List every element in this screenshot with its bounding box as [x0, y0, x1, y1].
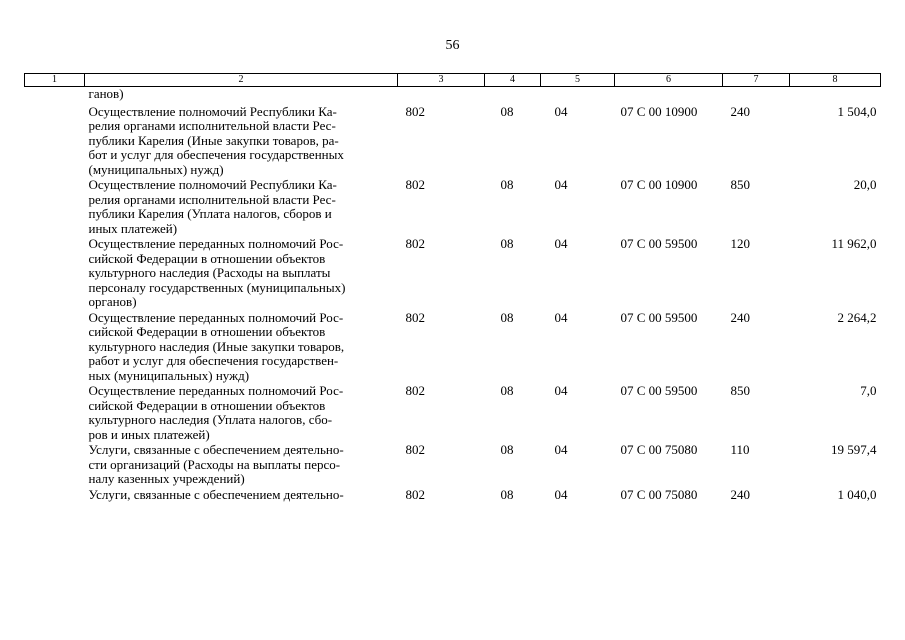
row-section-code: 08 — [500, 383, 514, 398]
continuation-text: ганов) — [88, 86, 124, 101]
row-target-code: 07 С 00 59500 — [620, 383, 698, 398]
row-expense-type: 850 — [730, 177, 750, 192]
description-line: Осуществление переданных полномочий Рос- — [88, 383, 344, 398]
row-subsection-code: 04 — [554, 486, 568, 502]
column-number-header: 1 — [25, 74, 85, 87]
column-number-header: 5 — [541, 74, 615, 87]
row-description — [85, 236, 398, 310]
row-subsection-code: 04 — [554, 177, 568, 192]
row-amount: 7,0 — [860, 383, 877, 398]
row-expense-type: 240 — [730, 103, 750, 119]
row-admin-code: 802 — [405, 486, 425, 502]
description-line: Услуги, связанные с обеспечением деятельно- — [88, 486, 344, 502]
description-line: (муниципальных) нужд) — [88, 161, 224, 177]
description-line: культурного наследия (Иные закупки товаров, — [88, 338, 345, 354]
row-description — [85, 383, 398, 442]
row-target-code: 07 С 00 10900 — [620, 177, 698, 192]
description-line: иных платежей) — [88, 220, 178, 236]
row-section-code: 08 — [500, 486, 514, 502]
column-number-header: 3 — [398, 74, 485, 87]
row-target-code: 07 С 00 75080 — [620, 442, 698, 457]
page-number: 56 — [445, 38, 460, 53]
description-line: бот и услуг для обеспечения государственных — [88, 147, 344, 162]
row-expense-type: 110 — [730, 442, 750, 457]
budget-table — [24, 73, 881, 502]
description-line: ров и иных платежей) — [88, 426, 210, 442]
table-row — [25, 236, 881, 310]
row-section-code: 08 — [500, 236, 514, 251]
row-admin-code: 802 — [405, 177, 425, 192]
row-target-code: 07 С 00 10900 — [620, 103, 698, 119]
column-number-header: 8 — [790, 74, 881, 87]
row-admin-code: 802 — [405, 383, 425, 398]
description-line: сийской Федерации в отношении объектов — [88, 250, 326, 266]
row-description — [85, 442, 398, 487]
row-admin-code: 802 — [405, 442, 425, 457]
row-amount: 20,0 — [853, 177, 877, 192]
row-subsection-code: 04 — [554, 103, 568, 119]
description-line: Осуществление полномочий Республики Ка- — [88, 103, 337, 119]
row-admin-code: 802 — [405, 309, 425, 325]
table-row — [25, 102, 881, 178]
table-row — [25, 177, 881, 236]
row-description — [85, 177, 398, 236]
table-row — [25, 310, 881, 384]
row-subsection-code: 04 — [554, 442, 568, 457]
row-subsection-code: 04 — [554, 383, 568, 398]
row-amount: 1 504,0 — [837, 103, 877, 119]
column-number-header: 7 — [723, 74, 790, 87]
table-body — [25, 87, 881, 503]
description-line: Осуществление полномочий Республики Ка- — [88, 177, 337, 192]
description-line: Услуги, связанные с обеспечением деятельно- — [88, 442, 344, 457]
column-number-header: 2 — [85, 74, 398, 87]
row-section-code: 08 — [500, 177, 514, 192]
row-description — [85, 487, 398, 503]
table-row — [25, 487, 881, 503]
description-line: релия органами исполнительной власти Рес- — [88, 191, 336, 207]
description-line: Осуществление переданных полномочий Рос- — [88, 309, 344, 325]
row-admin-code: 802 — [405, 103, 425, 119]
column-number-header: 4 — [485, 74, 541, 87]
row-description — [85, 310, 398, 384]
description-line: ных (муниципальных) нужд) — [88, 367, 250, 383]
description-line: работ и услуг для обеспечения государствен- — [88, 353, 339, 368]
row-target-code: 07 С 00 59500 — [620, 236, 698, 251]
row-target-code: 07 С 00 59500 — [620, 309, 698, 325]
column-number-row — [25, 74, 881, 87]
description-line: сти организаций (Расходы на выплаты персо- — [88, 456, 341, 472]
description-line: публики Карелия (Иные закупки товаров, ра- — [88, 132, 339, 148]
description-line: публики Карелия (Уплата налогов, сборов и — [88, 206, 332, 221]
description-line: Осуществление переданных полномочий Рос- — [88, 236, 344, 251]
continuation-row — [25, 87, 881, 102]
description-line: налу казенных учреждений) — [88, 471, 245, 486]
description-line: сийской Федерации в отношении объектов — [88, 397, 326, 413]
row-section-code: 08 — [500, 309, 514, 325]
description-line: релия органами исполнительной власти Рес- — [88, 118, 336, 133]
row-subsection-code: 04 — [554, 309, 568, 325]
row-amount: 2 264,2 — [837, 309, 877, 325]
description-line: персоналу государственных (муниципальных) — [88, 279, 346, 295]
row-expense-type: 850 — [730, 383, 750, 398]
description-line: культурного наследия (Расходы на выплаты — [88, 265, 331, 280]
row-amount: 11 962,0 — [831, 236, 877, 251]
row-amount: 1 040,0 — [837, 486, 877, 502]
table-row — [25, 383, 881, 442]
row-subsection-code: 04 — [554, 236, 568, 251]
table-row — [25, 442, 881, 487]
row-expense-type: 120 — [730, 236, 750, 251]
row-amount: 19 597,4 — [831, 442, 877, 457]
column-number-header: 6 — [615, 74, 723, 87]
row-target-code: 07 С 00 75080 — [620, 486, 698, 502]
row-section-code: 08 — [500, 103, 514, 119]
row-expense-type: 240 — [730, 309, 750, 325]
description-line: культурного наследия (Уплата налогов, сбо- — [88, 412, 333, 427]
description-line: сийской Федерации в отношении объектов — [88, 324, 326, 339]
row-description — [85, 102, 398, 178]
row-section-code: 08 — [500, 442, 514, 457]
row-expense-type: 240 — [730, 486, 750, 502]
description-line: органов) — [88, 294, 137, 309]
row-admin-code: 802 — [405, 236, 425, 251]
